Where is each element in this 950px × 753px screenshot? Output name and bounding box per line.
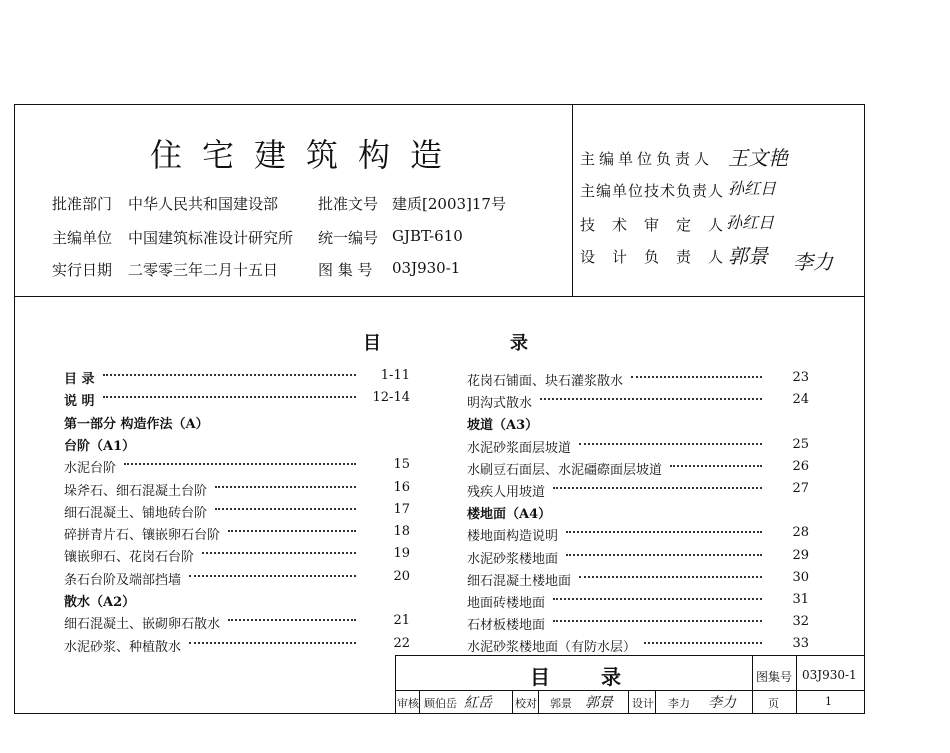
toc-entry [64,569,410,587]
editor-unit-label: 主编单位 [52,229,113,247]
toc-entry-label: 细石混凝土、铺地砖台阶 [64,505,208,521]
review-label: 审核 [397,697,419,710]
toc-entry-label: 条石台阶及端部挡墙 [64,572,182,588]
title-block-vline-4 [512,690,513,713]
toc-section-heading: 第一部分 构造作法（A） [64,416,209,432]
toc-entry [467,614,809,632]
toc-entry-label: 说 明 [64,394,95,410]
page-label: 页 [768,697,779,710]
title-block-vline-5 [538,690,539,713]
chief-unit-head-signature: 王文艳 [728,146,788,170]
approval-dept-label: 批准部门 [52,195,113,213]
toc-entry-page: 12-14 [372,390,410,406]
chief-unit-head-label: 主编单位负责人 [580,150,714,168]
toc-leader-dots [553,620,762,622]
tech-reviewer-signature: 孙红日 [726,213,775,232]
toc-entry [64,457,410,475]
toc-leader-dots [540,398,762,400]
reviewer-signature: 紅岳 [464,695,492,711]
toc-entry [64,613,410,631]
toc-section-heading: 台阶（A1） [64,438,136,454]
toc-leader-dots [644,642,762,644]
toc-heading-1: 目 [363,333,381,354]
toc-leader-dots [202,552,356,554]
toc-entry [64,480,410,498]
toc-leader-dots [579,576,762,578]
title-block-atlas-label: 图集号 [756,670,793,684]
toc-entry-label: 细石混凝土楼地面 [467,573,572,589]
toc-entry-label: 楼地面构造说明 [467,529,559,545]
toc-entry-page: 24 [792,392,809,408]
toc-entry-page: 16 [393,479,410,495]
toc-entry [64,524,410,542]
toc-entry [467,370,809,388]
toc-entry-label: 目 录 [64,372,95,387]
toc-section-heading: 散水（A2） [64,595,136,610]
title-block-vline-1 [752,655,753,713]
designer-name: 李力 [668,697,690,710]
toc-entry [467,481,809,499]
toc-heading-2: 录 [510,333,528,354]
toc-entry [64,368,410,386]
toc-leader-dots [189,642,356,644]
atlas-title: 住宅建筑构造 [150,136,463,174]
toc-leader-dots [103,396,356,398]
title-block-atlas-no: 03J930-1 [802,668,857,682]
toc-entry [467,525,809,543]
toc-entry-page: 15 [393,457,410,473]
toc-entry-label: 垛斧石、细石混凝土台阶 [64,483,208,499]
toc-leader-dots [228,530,356,532]
effective-date: 二零零三年二月十五日 [128,261,279,279]
toc-leader-dots [566,554,762,556]
atlas-no-label: 图 集 号 [318,261,373,279]
toc-entry [467,548,809,566]
toc-entry-label: 石材板楼地面 [467,618,546,634]
designer-signature: 李力 [708,695,736,711]
toc-section-heading: 楼地面（A4） [467,507,552,523]
unified-no: GJBT-610 [392,227,463,245]
toc-entry-label: 水泥砂浆、种植散水 [64,639,182,655]
toc-section-heading: 坡道（A3） [467,418,539,434]
header-divider [14,296,865,297]
title-block-divider [395,690,865,691]
toc-entry-label: 地面砖楼地面 [467,596,546,611]
toc-leader-dots [103,374,356,376]
toc-entry [64,636,410,654]
toc-leader-dots [566,531,762,533]
toc-leader-dots [215,508,356,510]
title-block-vline-2 [796,655,797,713]
toc-entry-label: 细石混凝土、嵌砌卵石散水 [64,617,221,633]
toc-entry [467,570,809,588]
toc-entry-page: 20 [393,568,410,584]
toc-entry-label: 镶嵌卵石、花岗石台阶 [64,550,195,566]
toc-leader-dots [553,487,762,489]
toc-entry-label: 水泥砂浆楼地面 [467,551,559,567]
title-block-vline-6 [628,690,629,713]
toc-entry-page: 25 [792,436,809,452]
editor-unit: 中国建筑标准设计研究所 [128,229,294,247]
toc-entry-page: 28 [792,525,809,541]
unified-no-label: 统一编号 [318,229,379,247]
toc-entry-page: 30 [792,569,809,585]
toc-entry-page: 29 [792,547,809,563]
toc-entry-page: 32 [792,614,809,630]
toc-entry-label: 残疾人用坡道 [467,485,546,500]
tech-reviewer-label: 技术审定人 [580,216,741,234]
toc-entry-page: 26 [792,458,809,474]
check-label: 校对 [515,697,537,710]
checker-name: 郭景 [550,697,572,710]
chief-tech-head-signature: 孙红日 [728,179,777,198]
reviewer-name: 顾伯岳 [424,697,457,710]
approval-doc-label: 批准文号 [318,195,379,213]
toc-entry [467,459,809,477]
toc-leader-dots [228,619,356,621]
toc-leader-dots [631,376,762,378]
toc-entry-page: 1-11 [380,368,410,383]
toc-entry-page: 27 [792,481,809,496]
toc-entry [467,636,809,654]
checker-signature: 郭景 [585,695,613,711]
toc-entry-page: 33 [792,636,809,652]
toc-entry-page: 18 [393,524,410,540]
toc-entry-page: 31 [792,592,809,607]
effective-date-label: 实行日期 [52,261,113,279]
design-lead-signature-2: 李力 [793,250,833,274]
chief-tech-head-label: 主编单位技术负责人 [580,182,725,200]
toc-entry-page: 21 [393,613,410,629]
toc-entry-page: 23 [792,370,809,385]
toc-entry-page: 22 [393,635,410,651]
toc-leader-dots [579,443,762,445]
toc-entry-label: 明沟式散水 [467,396,533,412]
design-lead-signature: 郭景 [728,244,768,268]
toc-entry [467,392,809,410]
title-block-vline-7 [655,690,656,713]
toc-entry [64,502,410,520]
toc-entry-label: 碎拼青片石、镶嵌卵石台阶 [64,528,221,544]
toc-entry-label: 花岗石铺面、块石灌浆散水 [467,374,624,389]
toc-entry-label: 水泥台阶 [64,461,117,477]
page-number: 1 [825,695,832,708]
toc-leader-dots [670,465,762,467]
title-block-title: 目 录 [530,665,643,689]
design-lead-label: 设计负责人 [580,248,741,266]
approval-dept: 中华人民共和国建设部 [128,195,279,213]
toc-entry [64,390,410,408]
toc-entry [64,546,410,564]
toc-entry-label: 水泥砂浆楼地面（有防水层） [467,640,637,656]
toc-leader-dots [553,598,762,600]
toc-leader-dots [124,463,356,465]
toc-entry-label: 水刷豆石面层、水泥礓磜面层坡道 [467,462,663,478]
toc-entry [467,437,809,455]
header-vertical-divider [572,104,573,296]
design-label: 设计 [632,697,654,710]
toc-entry-page: 17 [393,501,410,517]
title-block-vline-3 [419,690,420,713]
toc-entry-label: 水泥砂浆面层坡道 [467,440,572,456]
toc-entry-page: 19 [393,546,410,562]
toc-leader-dots [215,486,356,488]
approval-doc: 建质[2003]17号 [392,195,506,213]
toc-entry [467,592,809,610]
atlas-no: 03J930-1 [392,259,461,277]
toc-leader-dots [189,575,356,577]
